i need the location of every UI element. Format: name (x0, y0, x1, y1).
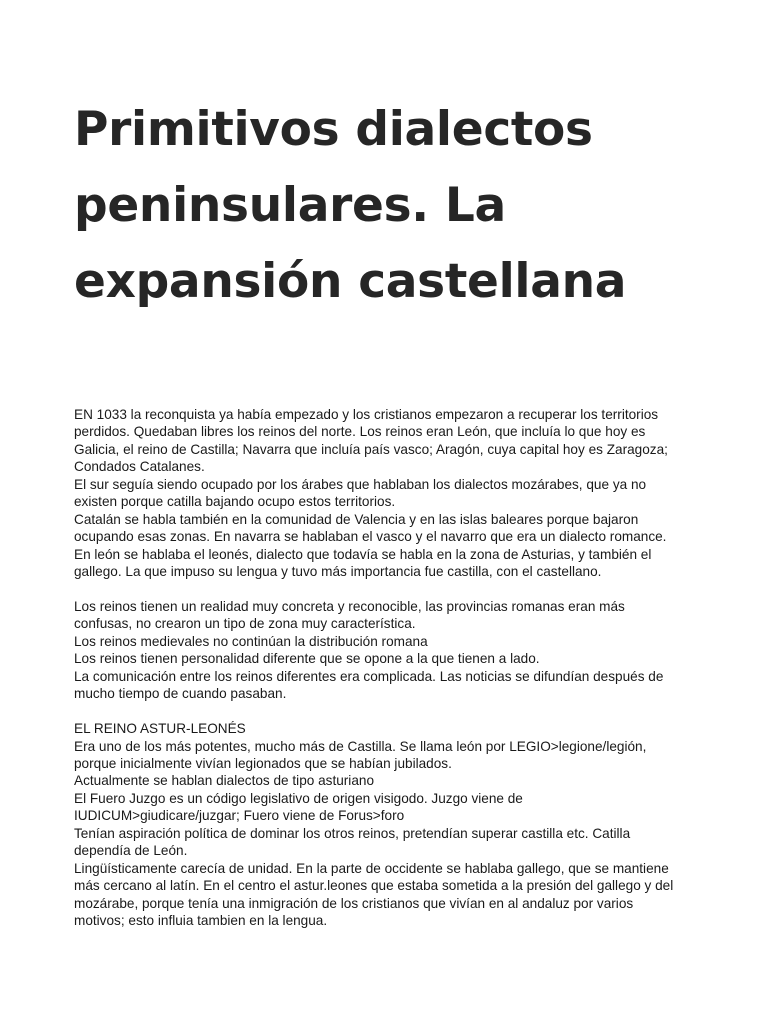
text-line: confusas, no crearon un tipo de zona muy característica. (74, 616, 416, 632)
text-line: existen porque catilla bajando ocupo estos territorios. (74, 494, 396, 510)
text-line: Los reinos tienen personalidad diferente que se opone a la que tienen a lado. (74, 651, 540, 667)
text-line: EN 1033 la reconquista ya había empezado y los cristianos empezaron a recuperar los territorios (74, 407, 659, 422)
text-line: El sur seguía siendo ocupado por los árabes que hablaban los dialectos mozárabes, que ya no (74, 476, 647, 492)
document-body (74, 406, 704, 930)
section-heading: EL REINO ASTUR-LEONÉS (74, 721, 246, 737)
text-line: gallego. La que impuso su lengua y tuvo más importancia fue castilla, con el castellano. (74, 564, 602, 580)
text-line: perdidos. Quedaban libres los reinos del norte. Los reinos eran León, que incluía lo que hoy es (74, 424, 646, 440)
text-line: El Fuero Juzgo es un código legislativo de origen visigodo. Juzgo viene de (74, 790, 523, 806)
text-line: ocupando esas zonas. En navarra se hablaban el vasco y el navarro que era un dialecto romance. (74, 529, 667, 545)
text-line: dependía de León. (74, 843, 188, 859)
text-line: Actualmente se hablan dialectos de tipo asturiano (74, 773, 375, 789)
text-line: mozárabe, porque tenía una inmigración de los cristianos que vivían en al andaluz por varios (74, 895, 634, 911)
text-line: Era uno de los más potentes, mucho más de Castilla. Se llama león por LEGIO>legione/legión, (74, 738, 647, 754)
text-line: La comunicación entre los reinos diferentes era complicada. Las noticias se difundían después de (74, 668, 664, 684)
paragraph-reinos-caracteristicas (74, 598, 704, 703)
text-line: En león se hablaba el leonés, dialecto que todavía se habla en la zona de Asturias, y también el (74, 546, 652, 562)
paragraph-reinos-1033 (74, 406, 704, 581)
text-line: mucho tiempo de cuando pasaban. (74, 686, 287, 702)
text-line: Los reinos medievales no continúan la distribución romana (74, 633, 428, 649)
paragraph-reino-astur-leones (74, 720, 704, 929)
text-line: Catalán se habla también en la comunidad de Valencia y en las islas baleares porque bajaron (74, 511, 639, 527)
text-line: Tenían aspiración política de dominar los otros reinos, pretendían superar castilla etc. Catilla (74, 825, 631, 841)
text-line: Galicia, el reino de Castilla; Navarra que incluía país vasco; Aragón, cuya capital hoy es Zaragoza; (74, 441, 668, 457)
page-title: Primitivos dialectos peninsulares. La expansión castellana (74, 102, 627, 309)
text-line: porque inicialmente vivían legionados que se habían jubilados. (74, 756, 452, 772)
text-line: IUDICUM>giudicare/juzgar; Fuero viene de Forus>foro (74, 808, 405, 824)
text-line: Los reinos tienen un realidad muy concreta y reconocible, las provincias romanas eran más (74, 598, 625, 614)
text-line: motivos; esto influia tambien en la lengua. (74, 913, 328, 929)
text-line: Lingüísticamente carecía de unidad. En la parte de occidente se hablaba gallego, que se mantiene (74, 860, 669, 876)
text-line: Condados Catalanes. (74, 459, 205, 475)
text-line: más cercano al latín. En el centro el astur.leones que estaba sometida a la presión del gallego y del (74, 878, 674, 894)
